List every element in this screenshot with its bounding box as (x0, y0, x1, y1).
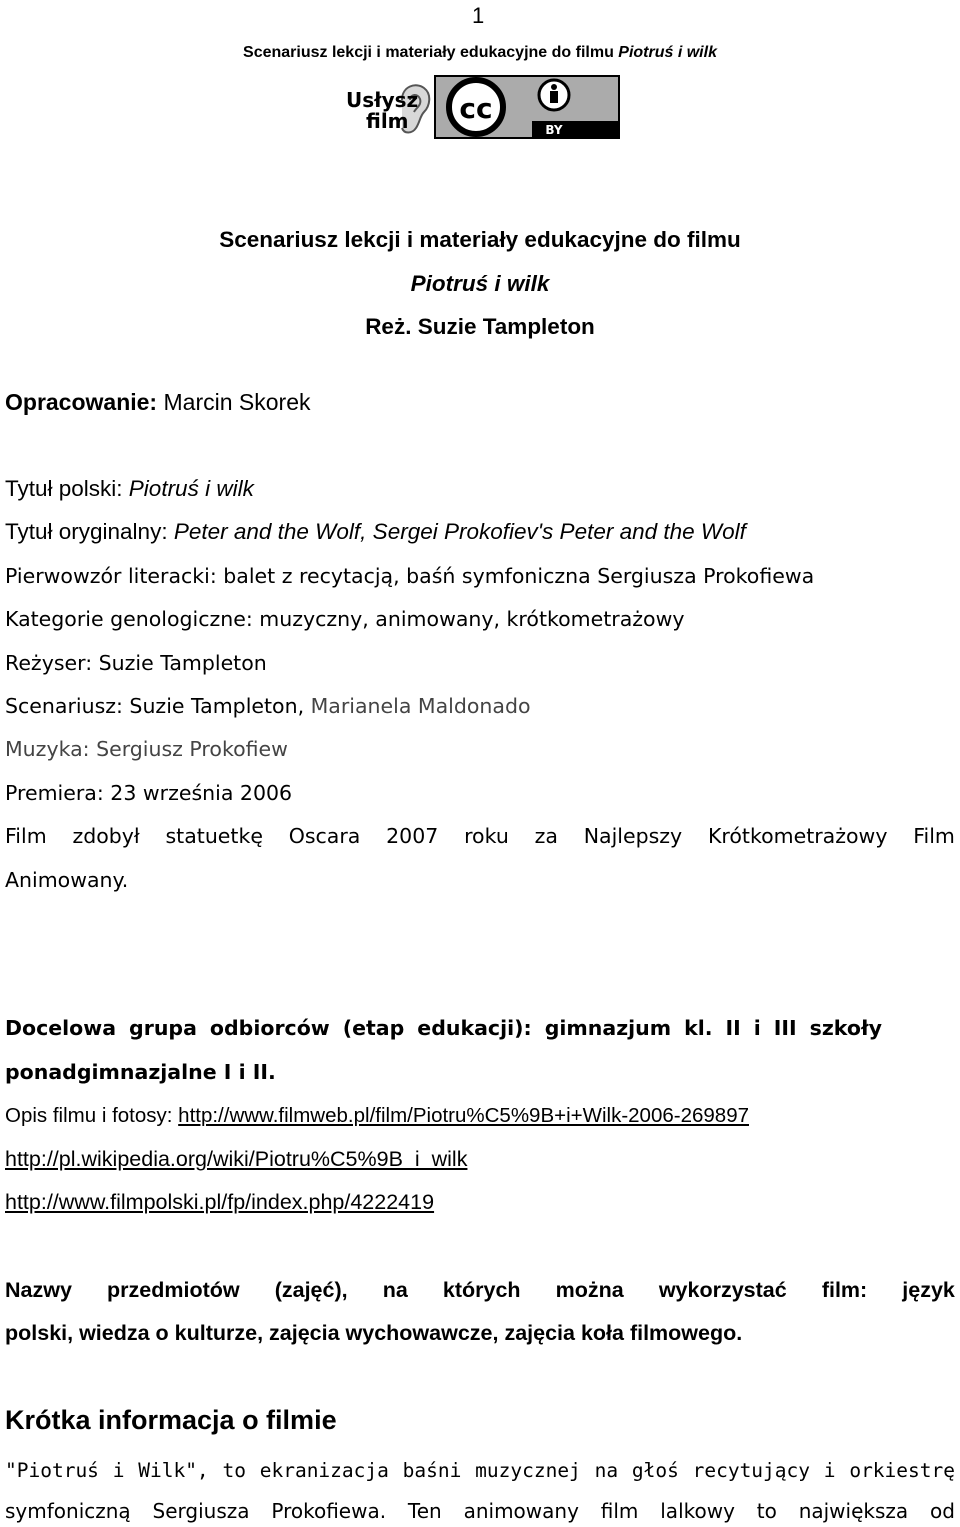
author-name: Marcin Skorek (157, 389, 311, 415)
award-word: statuetkę (165, 824, 263, 848)
uslysz-film-logo (344, 80, 436, 140)
intro-word: na (594, 1459, 619, 1482)
polish-title-value: Piotruś i wilk (128, 476, 254, 501)
director-line: Reż. Suzie Tampleton (365, 314, 595, 339)
subjects-word: wykorzystać (658, 1278, 787, 1302)
award-word: Film (913, 824, 955, 848)
original-title-value: Peter and the Wolf, Sergei Prokofiev's Peter and the Wolf (173, 519, 746, 544)
award-word: Krótkometrażowy (707, 824, 888, 848)
polish-title-label: Tytuł polski: (5, 476, 129, 501)
logo-text-film: film (366, 109, 409, 133)
subjects-word: których (442, 1278, 521, 1302)
intro-word: Wilk", (138, 1459, 209, 1482)
audience-word: (etap (342, 1016, 405, 1040)
subjects-word: można (555, 1278, 624, 1302)
audience-word: i (753, 1016, 761, 1040)
intro-word: baśni (402, 1459, 462, 1482)
polish-title-line (5, 476, 254, 502)
film-title: Piotruś i wilk (410, 271, 550, 296)
director-detail-line: Reżyser: Suzie Tampleton (5, 651, 267, 675)
intro-word: recytujący (692, 1459, 811, 1482)
intro-word: symfoniczną (5, 1499, 131, 1523)
intro-word: "Piotruś (5, 1459, 99, 1482)
author-label: Opracowanie: (5, 389, 158, 415)
audience-word: szkoły (809, 1016, 882, 1040)
literary-source-line: Pierwowzór literacki: balet z recytacją, baśń symfoniczna Sergiusza Prokofiewa (5, 564, 815, 588)
cc-icon-text: cc (459, 92, 493, 125)
intro-word: orkiestrę (849, 1459, 955, 1482)
audience-word: gimnazjum (544, 1016, 672, 1040)
music-line: Muzyka: Sergiusz Prokofiew (5, 737, 288, 761)
audience-word: grupa (129, 1016, 197, 1040)
intro-word: Prokofiewa. (271, 1499, 387, 1523)
filmpolski-link[interactable]: http://www.filmpolski.pl/fp/index.php/4222419 (5, 1190, 435, 1214)
intro-word: animowany (463, 1499, 579, 1523)
award-word: Film (5, 824, 47, 848)
links-line (5, 1104, 749, 1128)
creative-commons-by-badge (434, 75, 620, 139)
intro-word: film (600, 1499, 639, 1523)
categories-line: Kategorie genologiczne: muzyczny, animowany, krótkometrażowy (5, 607, 685, 631)
subjects-word: film: (821, 1278, 868, 1302)
award-word: Najlepszy (583, 824, 683, 848)
audience-word: odbiorców (209, 1016, 330, 1040)
page-number: 1 (472, 3, 485, 28)
author-line (5, 389, 310, 416)
intro-word: lalkowy (660, 1499, 735, 1523)
award-line-end: Animowany. (5, 868, 129, 892)
audience-word: kl. (684, 1016, 713, 1040)
intro-line-2 (5, 1499, 955, 1523)
intro-word: i (112, 1459, 125, 1482)
original-title-line (5, 519, 746, 545)
audience-word: Docelowa (5, 1016, 117, 1040)
header-prefix: Scenariusz lekcji i materiały edukacyjne do filmu (243, 44, 619, 61)
audience-word: edukacji): (417, 1016, 532, 1040)
original-title-label: Tytuł oryginalny: (5, 519, 174, 544)
screenplay-secondary: Marianela Maldonado (310, 694, 531, 718)
subjects-word: (zajęć), (274, 1278, 348, 1302)
filmweb-link[interactable]: http://www.filmweb.pl/film/Piotru%C5%9B+i+Wilk-2006-269897 (178, 1104, 749, 1127)
running-header (0, 44, 960, 62)
premiere-line: Premiera: 23 września 2006 (5, 781, 293, 805)
intro-line-1 (5, 1459, 955, 1482)
audience-word: III (773, 1016, 797, 1040)
intro-word: to (756, 1499, 777, 1523)
document-title: Scenariusz lekcji i materiały edukacyjne do filmu (219, 227, 741, 252)
subjects-line (5, 1278, 955, 1303)
intro-word: od (930, 1499, 955, 1523)
intro-word: ekranizacja (259, 1459, 389, 1482)
subjects-line-end: polski, wiedza o kulturze, zajęcia wychowawcze, zajęcia koła filmowego. (5, 1321, 743, 1345)
by-label: BY (545, 123, 563, 137)
intro-word: Sergiusza (152, 1499, 250, 1523)
award-line (5, 824, 955, 848)
subjects-word: język (902, 1278, 955, 1302)
award-word: 2007 (386, 824, 439, 848)
wikipedia-line (5, 1147, 467, 1172)
subjects-word: na (382, 1278, 408, 1302)
section-heading: Krótka informacja o filmie (5, 1405, 337, 1435)
links-label: Opis filmu i fotosy: (5, 1104, 179, 1127)
award-word: roku (464, 824, 509, 848)
wikipedia-link[interactable]: http://pl.wikipedia.org/wiki/Piotru%C5%9B_i_wilk (5, 1147, 468, 1171)
audience-line (5, 1016, 882, 1040)
audience-word: II (725, 1016, 741, 1040)
screenplay-primary: Scenariusz: Suzie Tampleton, (5, 694, 311, 718)
intro-word: muzycznej (475, 1459, 581, 1482)
award-word: Oscara (288, 824, 361, 848)
intro-word: i (823, 1459, 836, 1482)
intro-word: głoś (631, 1459, 679, 1482)
intro-word: to (222, 1459, 246, 1482)
filmpolski-line (5, 1190, 434, 1215)
header-film-title: Piotruś i wilk (618, 44, 717, 61)
audience-line-end: ponadgimnazjalne I i II. (5, 1060, 276, 1084)
subjects-word: przedmiotów (107, 1278, 240, 1302)
intro-word: Ten (407, 1499, 442, 1523)
screenplay-line (5, 694, 531, 718)
award-word: zdobył (72, 824, 140, 848)
award-word: za (534, 824, 558, 848)
subjects-word: Nazwy (5, 1278, 72, 1302)
intro-word: największa (798, 1499, 909, 1523)
logo-text-uslysz: Usłysz (346, 88, 419, 112)
